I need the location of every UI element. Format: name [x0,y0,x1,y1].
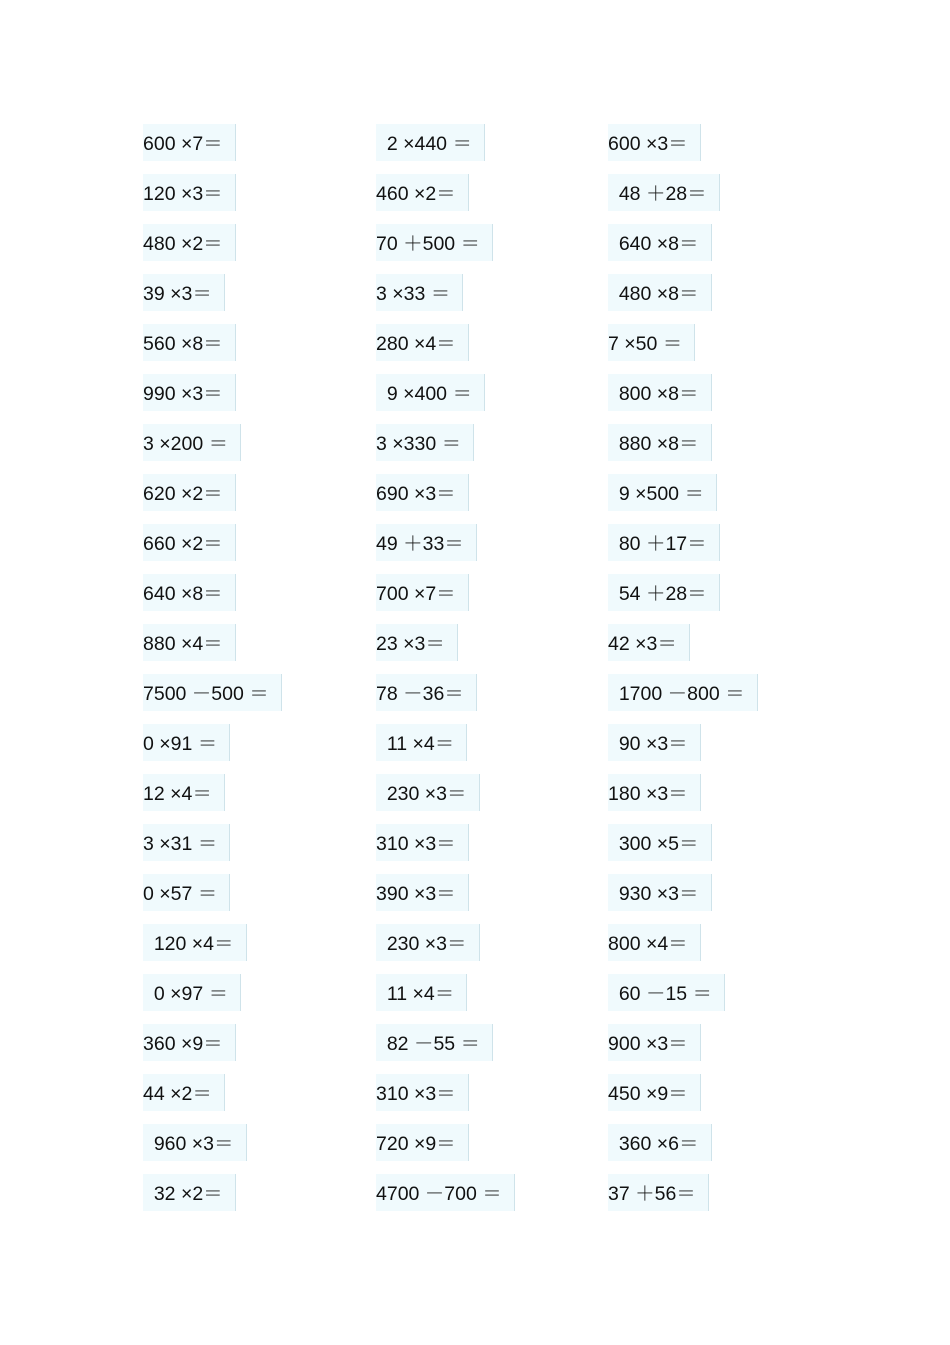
problem-text: 3 ×330 ＝ [376,424,474,461]
problem-text: 78 －36＝ [376,674,477,711]
problem-text: 360 ×6＝ [608,1124,712,1161]
problem-text: 37 ＋56＝ [608,1174,709,1211]
problem-text: 0 ×91 ＝ [143,724,230,761]
problem-text: 60 －15 ＝ [608,974,725,1011]
problem-text: 0 ×57 ＝ [143,874,230,911]
problem-text: 70 ＋500 ＝ [376,224,493,261]
problem-text: 4700 －700 ＝ [376,1174,515,1211]
problem-text: 310 ×3＝ [376,1074,469,1111]
problem-text: 720 ×9＝ [376,1124,469,1161]
problem-text: 39 ×3＝ [143,274,225,311]
problem-text: 480 ×2＝ [143,224,236,261]
problem-text: 700 ×7＝ [376,574,469,611]
problem-text: 7 ×50 ＝ [608,324,695,361]
problem-text: 230 ×3＝ [376,774,480,811]
problem-text: 80 ＋17＝ [608,524,720,561]
problem-text: 42 ×3＝ [608,624,690,661]
problem-text: 640 ×8＝ [608,224,712,261]
problem-text: 310 ×3＝ [376,824,469,861]
problem-text: 82 －55 ＝ [376,1024,493,1061]
problem-text: 11 ×4＝ [376,974,467,1011]
problem-text: 800 ×4＝ [608,924,701,961]
problem-text: 990 ×3＝ [143,374,236,411]
problem-text: 3 ×31 ＝ [143,824,230,861]
problem-text: 9 ×500 ＝ [608,474,717,511]
problem-text: 12 ×4＝ [143,774,225,811]
problem-text: 640 ×8＝ [143,574,236,611]
problem-text: 7500 －500 ＝ [143,674,282,711]
problem-text: 2 ×440 ＝ [376,124,485,161]
problem-text: 180 ×3＝ [608,774,701,811]
problem-text: 390 ×3＝ [376,874,469,911]
problem-text: 360 ×9＝ [143,1024,236,1061]
problem-text: 600 ×7＝ [143,124,236,161]
problem-text: 600 ×3＝ [608,124,701,161]
problem-text: 48 ＋28＝ [608,174,720,211]
problem-text: 800 ×8＝ [608,374,712,411]
problem-text: 460 ×2＝ [376,174,469,211]
problem-text: 620 ×2＝ [143,474,236,511]
problem-text: 690 ×3＝ [376,474,469,511]
problem-text: 44 ×2＝ [143,1074,225,1111]
problem-text: 1700 －800 ＝ [608,674,758,711]
problem-text: 54 ＋28＝ [608,574,720,611]
problem-text: 3 ×200 ＝ [143,424,241,461]
problem-text: 450 ×9＝ [608,1074,701,1111]
problem-text: 300 ×5＝ [608,824,712,861]
problem-text: 120 ×4＝ [143,924,247,961]
problem-text: 11 ×4＝ [376,724,467,761]
problem-text: 880 ×4＝ [143,624,236,661]
problem-text: 280 ×4＝ [376,324,469,361]
problem-text: 9 ×400 ＝ [376,374,485,411]
problem-text: 880 ×8＝ [608,424,712,461]
problem-text: 480 ×8＝ [608,274,712,311]
problem-text: 660 ×2＝ [143,524,236,561]
problem-text: 23 ×3＝ [376,624,458,661]
problem-text: 3 ×33 ＝ [376,274,463,311]
problem-text: 120 ×3＝ [143,174,236,211]
problem-text: 32 ×2＝ [143,1174,236,1211]
problem-text: 49 ＋33＝ [376,524,477,561]
problem-text: 560 ×8＝ [143,324,236,361]
problem-text: 230 ×3＝ [376,924,480,961]
problem-text: 930 ×3＝ [608,874,712,911]
problem-text: 0 ×97 ＝ [143,974,241,1011]
problem-text: 900 ×3＝ [608,1024,701,1061]
problem-text: 90 ×3＝ [608,724,701,761]
problem-text: 960 ×3＝ [143,1124,247,1161]
